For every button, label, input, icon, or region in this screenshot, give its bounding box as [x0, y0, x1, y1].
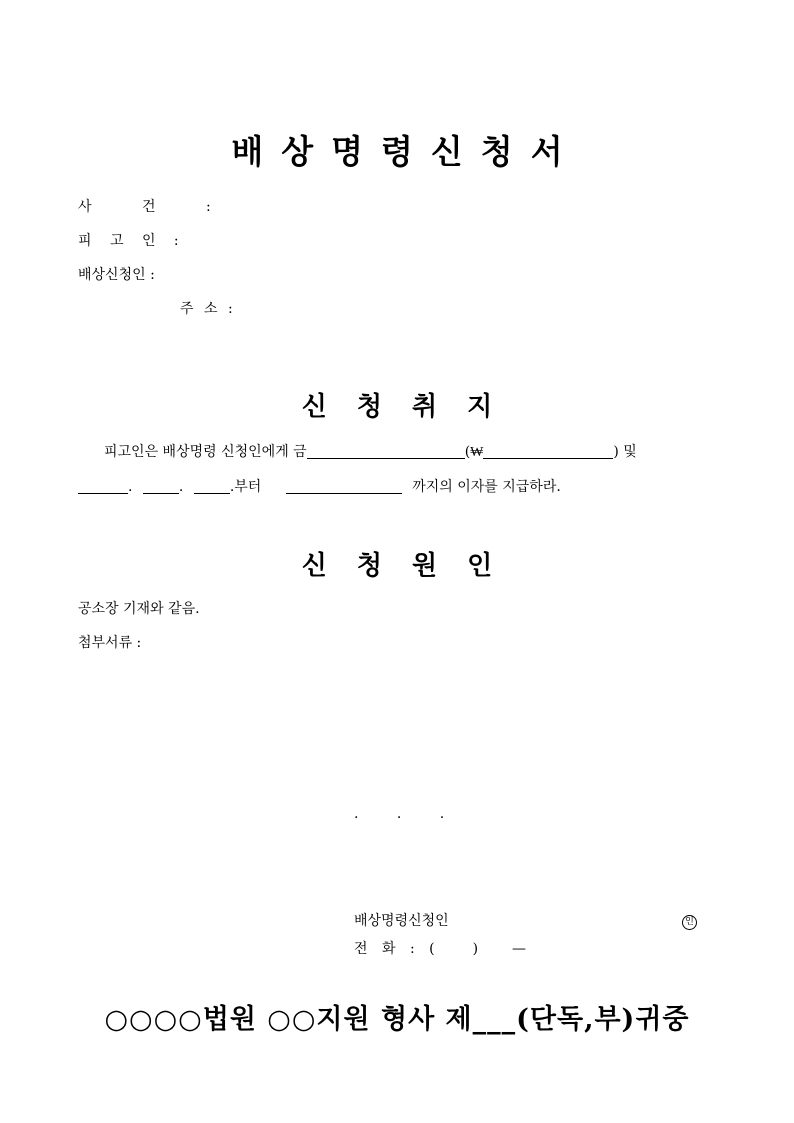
purpose-line1-suffix: ) 및 — [613, 444, 637, 460]
seal-mark: 인 — [682, 909, 697, 930]
phone-line: 전 화 : ( ) — — [354, 941, 527, 957]
purpose-heading: 신청취지 — [301, 392, 523, 422]
court-addressee: ○○○○법원 ○○지원 형사 제___(단독,부)귀중 — [104, 1004, 690, 1035]
purpose-line-2: . . .부터 까지의 이자를 지급하라. — [78, 476, 561, 496]
applicant-signature-label: 배상명령신청인 — [354, 913, 449, 929]
case-label: 사 건 : — [78, 199, 211, 215]
purpose-line1-prefix: 피고인은 배상명령 신청인에게 금 — [104, 444, 307, 460]
won-open: (₩ — [464, 444, 484, 460]
amount-blank — [307, 444, 465, 459]
cause-heading: 신청원인 — [301, 551, 523, 581]
until-blank — [286, 479, 402, 494]
applicant-label: 배상신청인 : — [78, 267, 155, 283]
day-blank — [194, 479, 230, 494]
defendant-label: 피 고 인 : — [78, 233, 179, 249]
month-blank — [143, 479, 179, 494]
won-amount-blank — [483, 444, 613, 459]
date-line: . . . — [354, 806, 445, 822]
cause-text: 공소장 기재와 같음. — [78, 601, 200, 617]
purpose-line-1 — [104, 441, 637, 461]
attachments-label: 첨부서류 : — [78, 635, 142, 651]
document-title: 배상명령신청서 — [231, 132, 581, 171]
address-label: 주 소 : — [180, 301, 233, 317]
year-blank — [78, 479, 128, 494]
